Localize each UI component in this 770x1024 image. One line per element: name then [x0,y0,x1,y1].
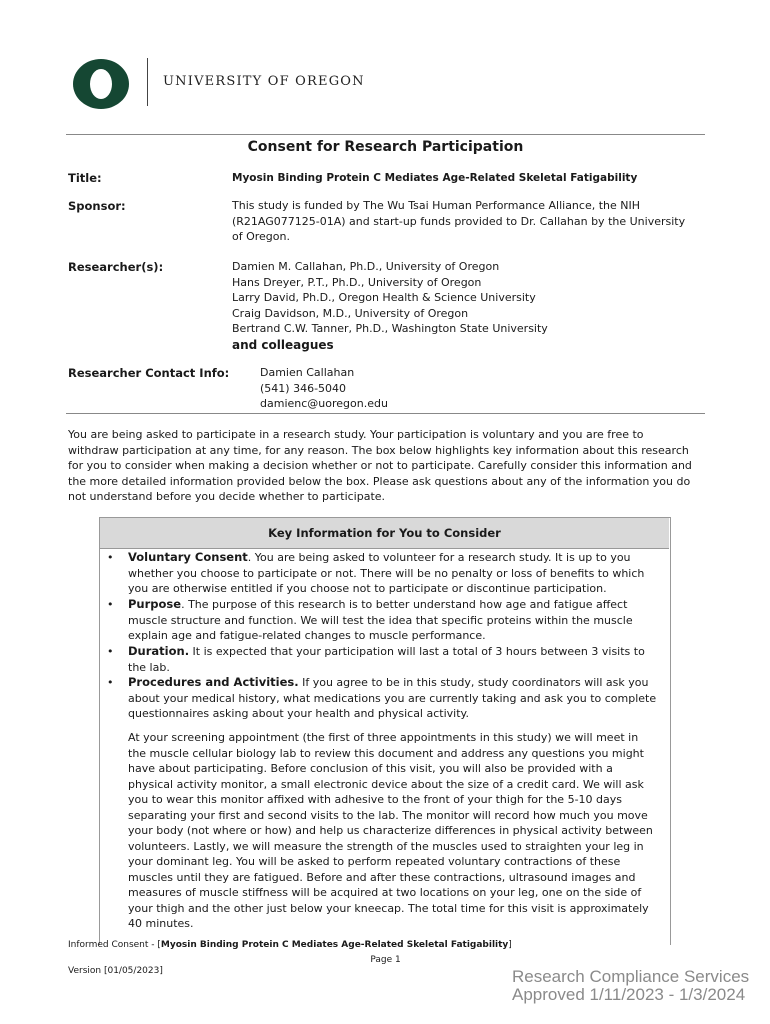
university-o-logo [72,58,130,110]
contact-label: Researcher Contact Info: [68,366,230,380]
researchers-extra: and colleagues [232,337,334,352]
university-name: UNIVERSITY OF OREGON [163,74,365,89]
researcher: Hans Dreyer, P.T., Ph.D., University of Oregon [232,275,482,289]
sponsor-label: Sponsor: [68,199,126,213]
key-info-heading: Key Information for You to Consider [100,518,669,549]
researchers-label: Researcher(s): [68,260,164,274]
bullet: • [107,598,114,611]
key-item-purpose: Purpose. The purpose of this research is to better understand how age and fatigue affect muscle structure and function. We will test the idea that specific proteins within the muscle explain age and fatigue-related changes to muscle performance. [128,597,633,642]
bullet: • [107,645,114,658]
sponsor-value: This study is funded by The Wu Tsai Human Performance Alliance, the NIH (R21AG077125-01A) and start-up funds provided to Dr. Callahan by the University of Oregon. [232,199,686,243]
top-rule [66,134,705,135]
bullet: • [107,676,114,689]
logo-divider [147,58,148,106]
page-number: Page 1 [370,955,401,965]
version-label: Version [01/05/2023] [68,966,163,976]
key-item-voluntary-consent: Voluntary Consent. You are being asked to volunteer for a research study. It is up to you whether you choose to participate or not. There will be no penalty or loss of benefits to which you are otherwise entitled if you choose not to participate or discontinue participation. [128,550,645,595]
approval-stamp: Research Compliance Services Approved 1/11/2023 - 1/3/2024 [512,967,750,1004]
intro-paragraph: You are being asked to participate in a research study. Your participation is voluntary and you are free to withdraw participation at any time, for any reason. The box below highlights key information about this research for you to consider when making a decision whether or not to participate. Carefully consider this information and the more detailed information provided below the box. Please ask questions about any of the information you do not understand before you decide whether to participate. [68,428,692,503]
study-title: Myosin Binding Protein C Mediates Age-Related Skeletal Fatigability [232,172,638,184]
procedures-paragraph: At your screening appointment (the first of three appointments in this study) we will meet in the muscle cellular biology lab to review this document and address any questions you might have about participating. Before conclusion of this visit, you will also be provided with a physical activity monitor, a small electronic device about the size of a credit card. We will ask you to wear this monitor affixed with adhesive to the front of your thigh for the 5-10 days separating your first and second visits to the lab. The monitor will record how much you move your body (not where or how) and help us characterize differences in physical activity between volunteers. Lastly, we will measure the strength of the muscles used to straighten your leg in your dominant leg. You will be asked to perform repeated voluntary contractions of these muscles until they are fatigued. Before and after these contractions, ultrasound images and measures of muscle stiffness will be acquired at two locations on your leg, one on the side of your thigh and the other just below your kneecap. The total time for this visit is approximately 40 minutes. [128,731,653,930]
key-item-procedures: Procedures and Activities. If you agree to be in this study, study coordinators will ask you about your medical history, what medications you are currently taking and ask you to complete questionnaires asking about your health and physical activity. [128,675,657,720]
document-title: Consent for Research Participation [247,139,524,155]
researcher: Bertrand C.W. Tanner, Ph.D., Washington State University [232,322,548,335]
researcher: Craig Davidson, M.D., University of Oregon [232,306,469,320]
section-rule [66,413,705,414]
contact-info: Damien Callahan (541) 346-5040 damienc@uoregon.edu [260,366,388,410]
footer-consent-title: Informed Consent - [Myosin Binding Protein C Mediates Age-Related Skeletal Fatigability] [68,940,512,950]
bullet: • [107,551,114,564]
researcher: Damien M. Callahan, Ph.D., University of Oregon [232,260,500,273]
researchers-list [232,259,702,353]
title-label: Title: [68,171,102,185]
key-item-duration: Duration. It is expected that your participation will last a total of 3 hours between 3 visits to the lab. [128,644,645,674]
researcher: Larry David, Ph.D., Oregon Health & Science University [232,291,536,304]
